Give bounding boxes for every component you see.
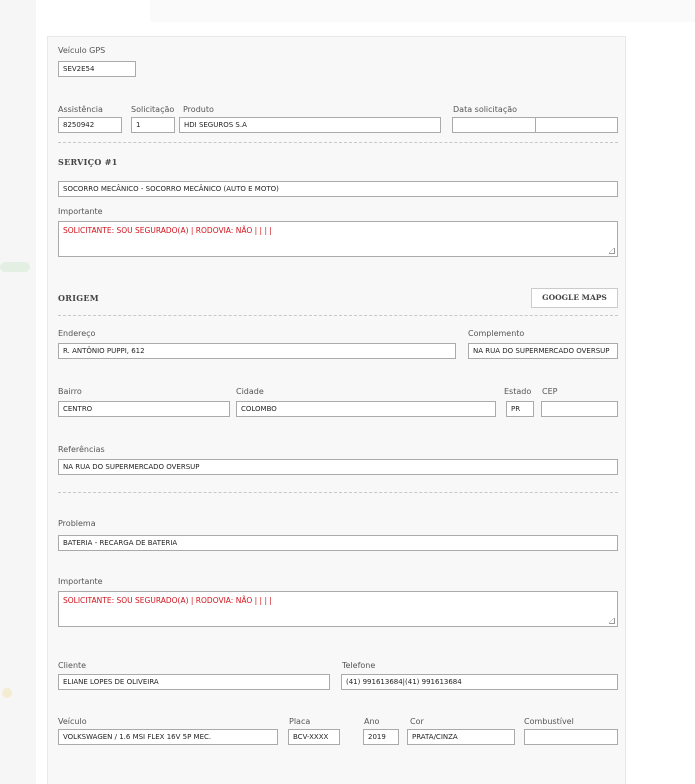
endereco-label: Endereço <box>58 329 96 338</box>
cor-label: Cor <box>410 717 424 726</box>
section-divider <box>58 142 618 143</box>
ano-input[interactable]: 2019 <box>363 729 399 745</box>
data-solicitacao-date-input[interactable] <box>452 117 536 133</box>
cliente-input[interactable]: ELIANE LOPES DE OLIVEIRA <box>58 674 330 690</box>
section-divider <box>58 492 618 493</box>
background-badge <box>0 262 30 272</box>
assistencia-label: Assistência <box>58 105 103 114</box>
servico-importante-textarea[interactable] <box>58 221 618 257</box>
produto-input[interactable]: HDI SEGUROS S.A <box>179 117 441 133</box>
telefone-label: Telefone <box>342 661 376 670</box>
veiculo-gps-label: Veículo GPS <box>58 46 106 55</box>
placa-input[interactable]: BCV-XXXX <box>288 729 340 745</box>
cep-label: CEP <box>542 387 558 396</box>
data-solicitacao-label: Data solicitação <box>453 105 518 114</box>
bairro-input[interactable]: CENTRO <box>58 401 230 417</box>
endereco-input[interactable]: R. ANTÔNIO PUPPI, 612 <box>58 343 456 359</box>
resize-handle-icon[interactable] <box>609 248 615 254</box>
servico-importante-text: SOLICITANTE: SOU SEGURADO(A) | RODOVIA: NÃO | | | | <box>63 226 272 235</box>
importante-textarea[interactable] <box>58 591 618 627</box>
referencias-input[interactable]: NA RUA DO SUPERMERCADO OVERSUP <box>58 459 618 475</box>
service-form-panel <box>47 36 626 784</box>
background-header <box>150 0 695 22</box>
assistencia-input[interactable]: 8250942 <box>58 117 122 133</box>
solicitacao-input[interactable]: 1 <box>131 117 175 133</box>
importante-label: Importante <box>58 577 103 586</box>
combustivel-input[interactable] <box>524 729 618 745</box>
veiculo-input[interactable]: VOLKSWAGEN / 1.6 MSI FLEX 16V 5P MEC. <box>58 729 278 745</box>
servico-importante-label: Importante <box>58 207 103 216</box>
importante-text: SOLICITANTE: SOU SEGURADO(A) | RODOVIA: NÃO | | | | <box>63 596 272 605</box>
origem-heading: ORIGEM <box>58 293 99 303</box>
resize-handle-icon[interactable] <box>609 618 615 624</box>
referencias-label: Referências <box>58 445 105 454</box>
section-divider <box>58 315 618 316</box>
google-maps-button[interactable]: GOOGLE MAPS <box>531 288 618 308</box>
data-solicitacao-time-input[interactable] <box>535 117 618 133</box>
bairro-label: Bairro <box>58 387 82 396</box>
cidade-label: Cidade <box>236 387 264 396</box>
cliente-label: Cliente <box>58 661 87 670</box>
estado-label: Estado <box>504 387 532 396</box>
cidade-input[interactable]: COLOMBO <box>236 401 496 417</box>
ano-label: Ano <box>364 717 380 726</box>
veiculo-label: Veículo <box>58 717 87 726</box>
telefone-input[interactable]: (41) 991613684|(41) 991613684 <box>341 674 618 690</box>
cep-input[interactable] <box>541 401 618 417</box>
problema-input[interactable]: BATERIA - RECARGA DE BATERIA <box>58 535 618 551</box>
servico-heading: SERVIÇO #1 <box>58 157 118 167</box>
cor-input[interactable]: PRATA/CINZA <box>407 729 515 745</box>
combustivel-label: Combustível <box>524 717 574 726</box>
placa-label: Placa <box>289 717 311 726</box>
produto-label: Produto <box>183 105 214 114</box>
problema-label: Problema <box>58 519 96 528</box>
background-dot <box>2 688 12 698</box>
estado-input[interactable]: PR <box>506 401 534 417</box>
veiculo-gps-input[interactable]: SEV2E54 <box>58 61 136 77</box>
servico-input[interactable]: SOCORRO MECÂNICO - SOCORRO MECÂNICO (AUTO E MOTO) <box>58 181 618 197</box>
complemento-label: Complemento <box>468 329 525 338</box>
background-sidebar <box>0 0 36 784</box>
complemento-input[interactable]: NA RUA DO SUPERMERCADO OVERSUP <box>468 343 618 359</box>
solicitacao-label: Solicitação <box>131 105 175 114</box>
